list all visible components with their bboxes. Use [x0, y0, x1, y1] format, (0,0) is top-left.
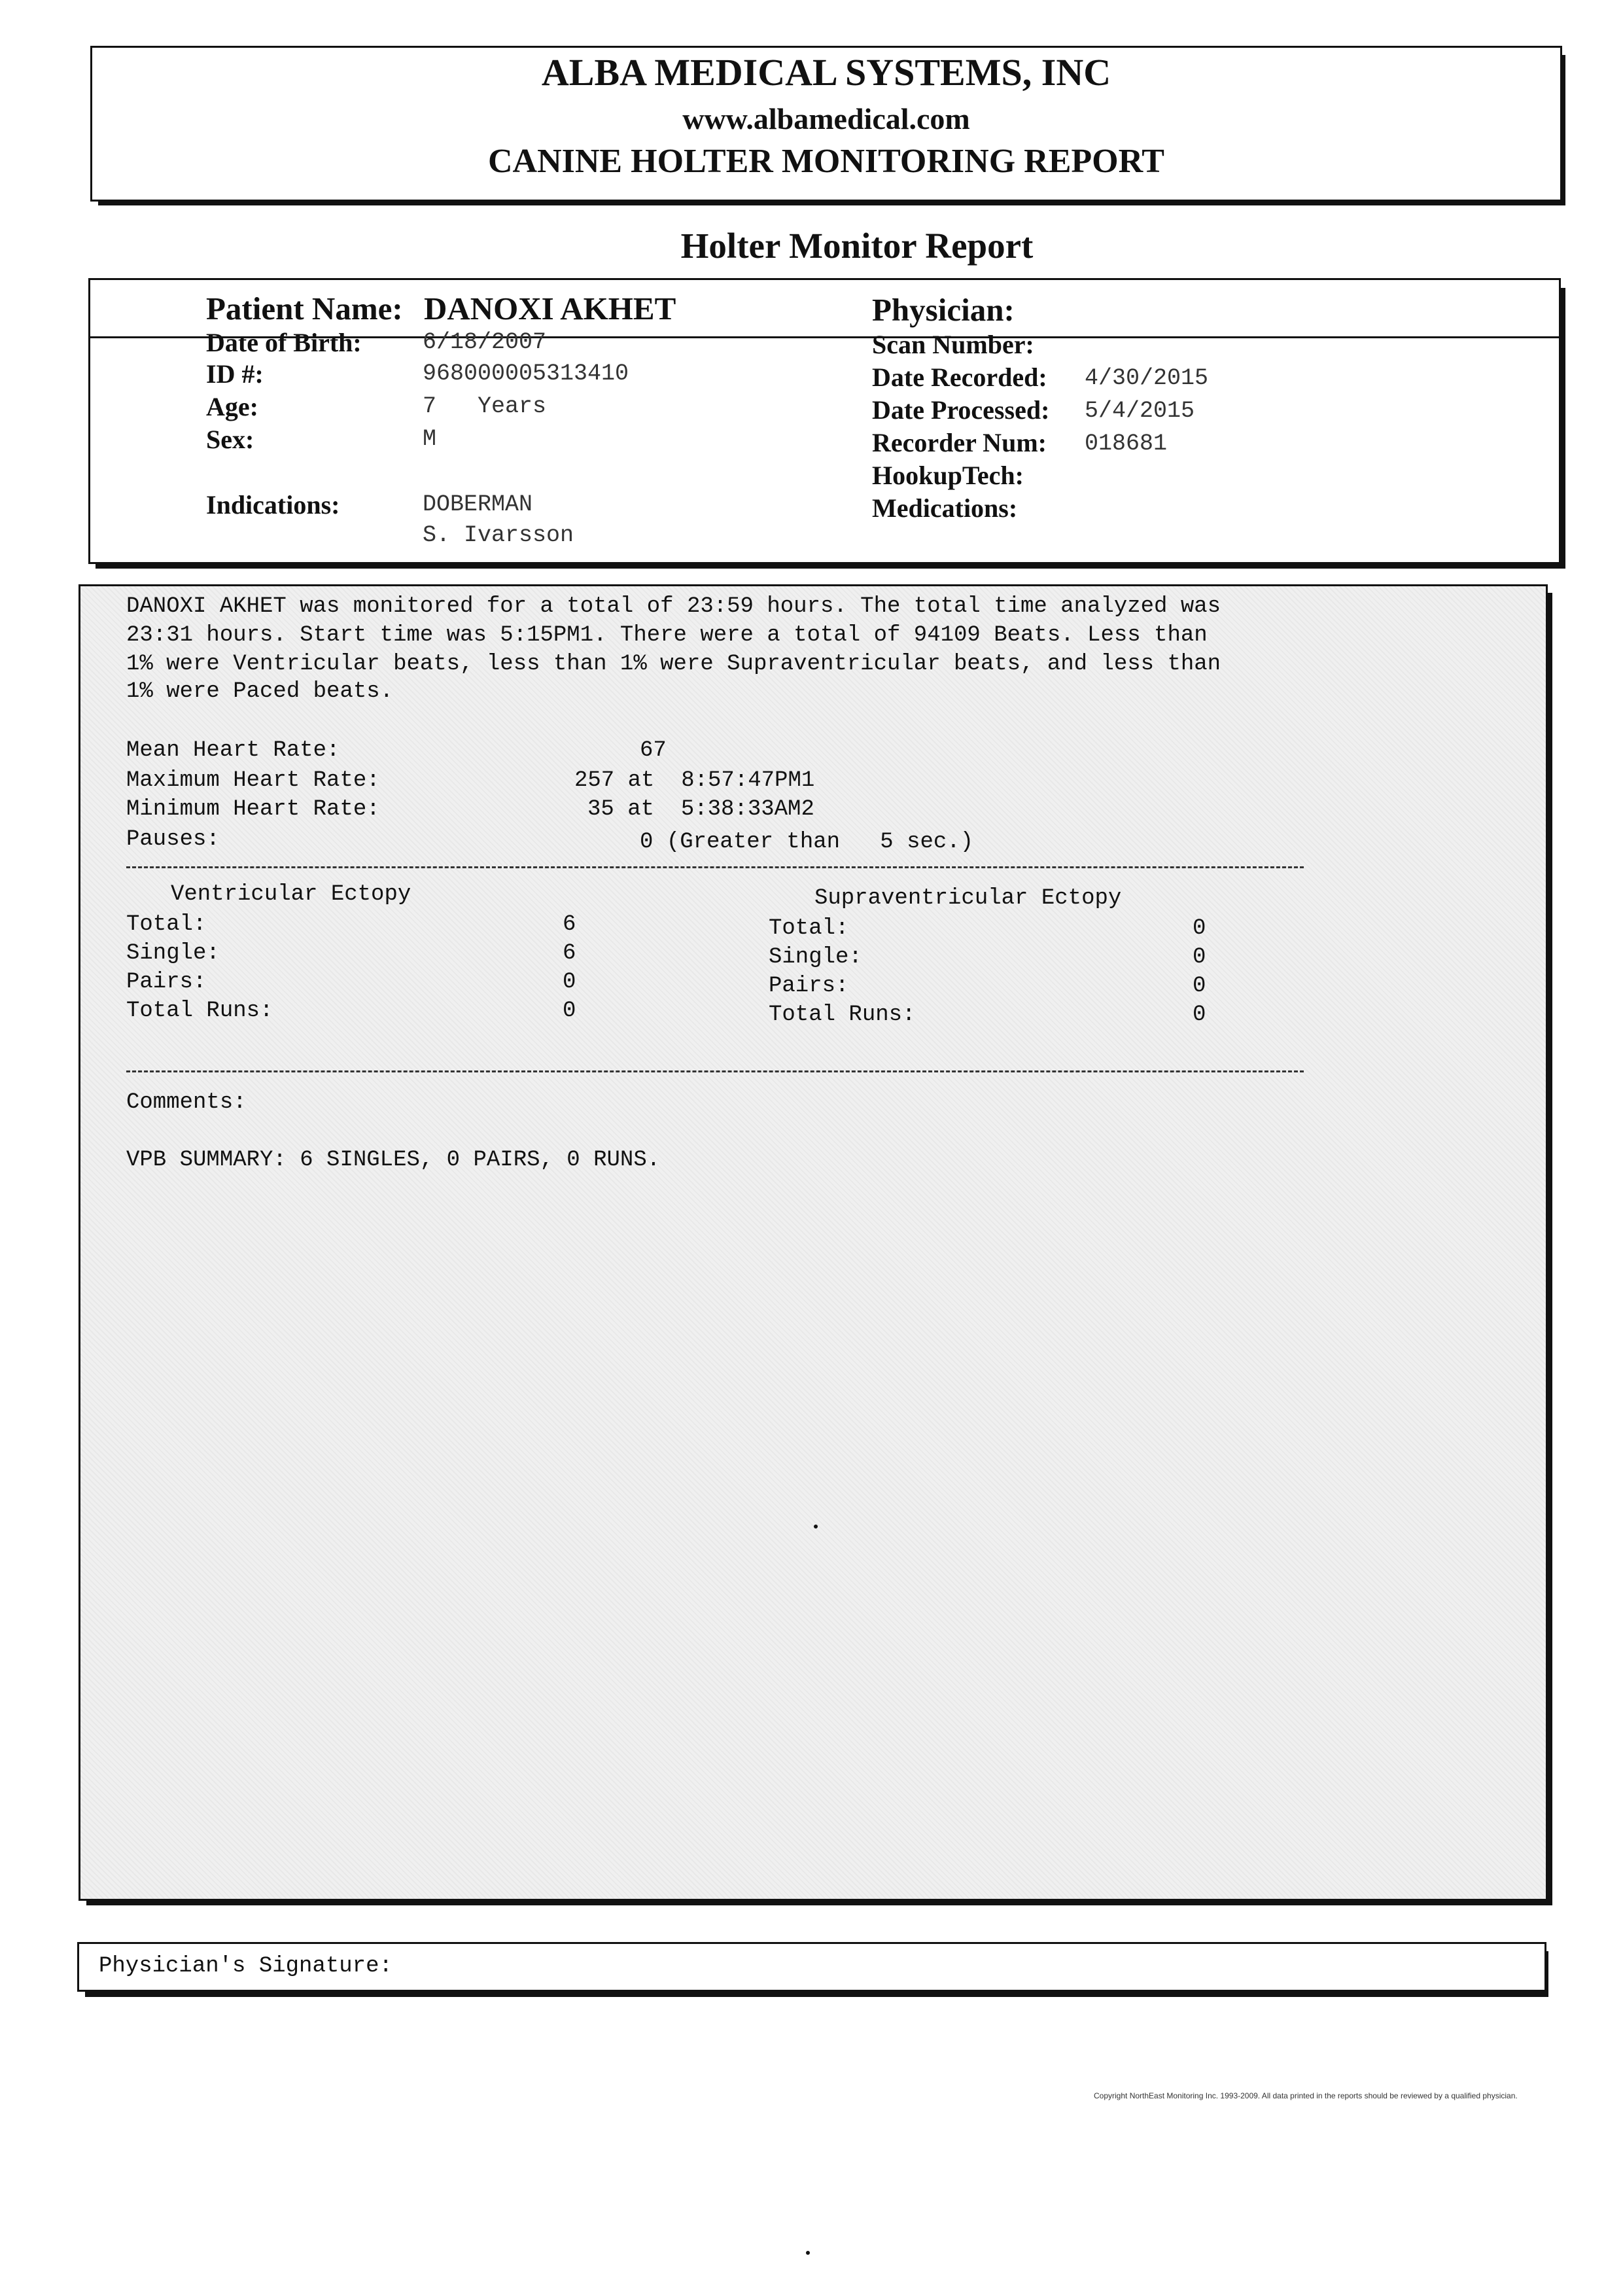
- supraventricular-single-value: 0: [1193, 945, 1206, 970]
- summary-line-2: 23:31 hours. Start time was 5:15PM1. There were a total of 94109 Beats. Less than: [126, 623, 1208, 648]
- dashed-divider-1: [126, 866, 1304, 868]
- summary-line-1: DANOXI AKHET was monitored for a total of 23:59 hours. The total time analyzed was: [126, 594, 1221, 619]
- ventricular-total-label: Total:: [126, 912, 207, 937]
- ventricular-title: Ventricular Ectopy: [171, 882, 411, 907]
- patient-info-box: [88, 278, 1561, 564]
- date-recorded-value: 4/30/2015: [1085, 365, 1209, 391]
- report-body: [79, 584, 1548, 1901]
- company-website: www.albamedical.com: [682, 102, 970, 135]
- supraventricular-total-label: Total:: [769, 916, 849, 941]
- dob-value: 6/18/2007: [423, 329, 547, 355]
- age-label: Age:: [206, 392, 258, 421]
- ventricular-pairs-value: 0: [563, 970, 576, 995]
- dashed-divider-2: [126, 1070, 1304, 1072]
- ventricular-runs-value: 0: [563, 998, 576, 1023]
- scan-number-label: Scan Number:: [872, 330, 1034, 359]
- date-recorded-label: Date Recorded:: [872, 362, 1047, 392]
- id-value: 968000005313410: [423, 361, 629, 387]
- age-value: 7 Years: [423, 393, 547, 419]
- company-name: ALBA MEDICAL SYSTEMS, INC: [541, 51, 1111, 94]
- summary-line-4: 1% were Paced beats.: [126, 679, 394, 704]
- ventricular-single-label: Single:: [126, 941, 220, 966]
- summary-line-3: 1% were Ventricular beats, less than 1% were Supraventricular beats, and less than: [126, 652, 1221, 677]
- ventricular-pairs-label: Pairs:: [126, 970, 207, 995]
- id-label: ID #:: [206, 359, 264, 389]
- ventricular-runs-label: Total Runs:: [126, 998, 273, 1023]
- dob-label: Date of Birth:: [206, 328, 362, 357]
- min-hr-value: 35 at 5:38:33AM2: [587, 797, 814, 822]
- scan-speck-bottom: [806, 2251, 810, 2255]
- supraventricular-total-value: 0: [1193, 916, 1206, 941]
- supraventricular-pairs-label: Pairs:: [769, 974, 849, 998]
- date-processed-value: 5/4/2015: [1085, 398, 1195, 424]
- mean-hr-label: Mean Heart Rate:: [126, 738, 340, 763]
- recorder-num-value: 018681: [1085, 431, 1168, 457]
- signature-label: Physician's Signature:: [99, 1954, 393, 1979]
- sex-label: Sex:: [206, 425, 254, 454]
- supraventricular-runs-value: 0: [1193, 1002, 1206, 1027]
- hookup-tech-label: HookupTech:: [872, 461, 1024, 490]
- copyright-notice: Copyright NorthEast Monitoring Inc. 1993-2009. All data printed in the reports should be reviewed by a qualified physician.: [1094, 2091, 1518, 2100]
- comments-label: Comments:: [126, 1090, 247, 1115]
- report-header: [90, 46, 1562, 202]
- max-hr-label: Maximum Heart Rate:: [126, 768, 380, 793]
- supraventricular-single-label: Single:: [769, 945, 862, 970]
- pauses-value: 0 (Greater than 5 sec.): [640, 830, 974, 855]
- date-processed-label: Date Processed:: [872, 395, 1050, 425]
- patient-name-label: Patient Name:: [206, 291, 403, 327]
- report-subtitle: CANINE HOLTER MONITORING REPORT: [487, 143, 1164, 180]
- scan-speck: [814, 1525, 818, 1528]
- min-hr-label: Minimum Heart Rate:: [126, 797, 380, 822]
- vpb-summary: VPB SUMMARY: 6 SINGLES, 0 PAIRS, 0 RUNS.: [126, 1148, 661, 1173]
- signature-box[interactable]: [77, 1942, 1546, 1992]
- mean-hr-value: 67: [640, 738, 667, 763]
- patient-name: DANOXI AKHET: [424, 291, 676, 327]
- pauses-label: Pauses:: [126, 827, 220, 852]
- supraventricular-title: Supraventricular Ectopy: [814, 886, 1122, 911]
- medications-label: Medications:: [872, 493, 1018, 523]
- max-hr-value: 257 at 8:57:47PM1: [574, 768, 815, 793]
- ventricular-total-value: 6: [563, 912, 576, 937]
- indications-value-2: S. Ivarsson: [423, 522, 574, 548]
- physician-label: Physician:: [872, 292, 1015, 328]
- indications-label: Indications:: [206, 490, 340, 520]
- report-title: Holter Monitor Report: [680, 226, 1034, 266]
- recorder-num-label: Recorder Num:: [872, 428, 1047, 457]
- indications-value-1: DOBERMAN: [423, 491, 533, 518]
- sex-value: M: [423, 426, 437, 452]
- supraventricular-runs-label: Total Runs:: [769, 1002, 916, 1027]
- supraventricular-pairs-value: 0: [1193, 974, 1206, 998]
- ventricular-single-value: 6: [563, 941, 576, 966]
